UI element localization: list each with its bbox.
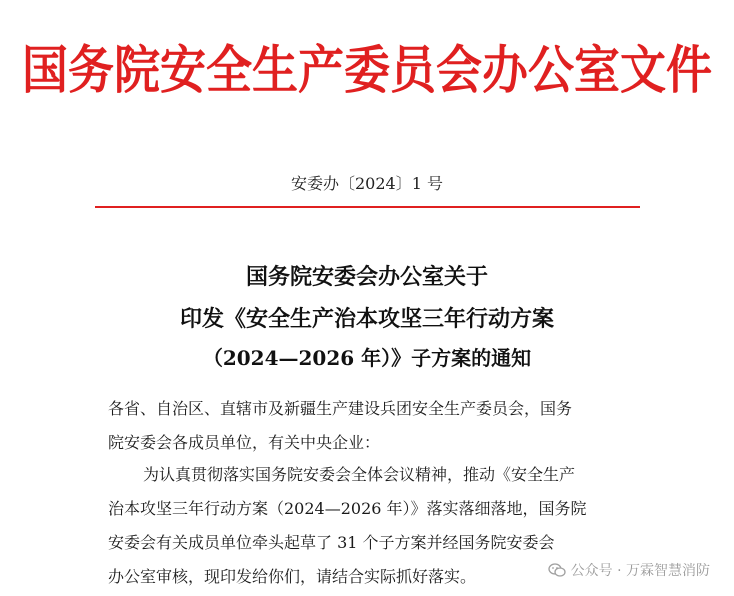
document-title-line-3: （2024—2026 年）》子方案的通知 [202, 346, 532, 370]
body-text-line: 院安委会各成员单位，有关中央企业： [108, 433, 381, 452]
body-text-line: 为认真贯彻落实国务院安委会全体会议精神，推动《安全生产 [143, 465, 576, 484]
watermark-text: 公众号 · 万霖智慧消防 [570, 563, 710, 579]
body-text-line: 各省、自治区、直辖市及新疆生产建设兵团安全生产委员会，国务 [108, 399, 573, 418]
red-separator-line [95, 206, 640, 208]
watermark [544, 558, 714, 582]
wechat-official-account-icon [548, 562, 566, 578]
body-text-line: 治本攻坚三年行动方案（2024—2026 年）》落实落细落地，国务院 [108, 499, 587, 518]
document-title-line-2: 印发《安全生产治本攻坚三年行动方案 [179, 306, 554, 332]
body-text-line: 安委会有关成员单位牵头起草了 31 个子方案并经国务院安委会 [108, 533, 555, 552]
body-text-line: 办公室审核，现印发给你们，请结合实际抓好落实。 [108, 567, 477, 586]
document-masthead: 国务院安全生产委员会办公室文件 [22, 39, 712, 101]
document-title-line-1: 国务院安委会办公室关于 [245, 264, 488, 290]
document-number: 安委办〔2024〕1 号 [291, 174, 443, 193]
